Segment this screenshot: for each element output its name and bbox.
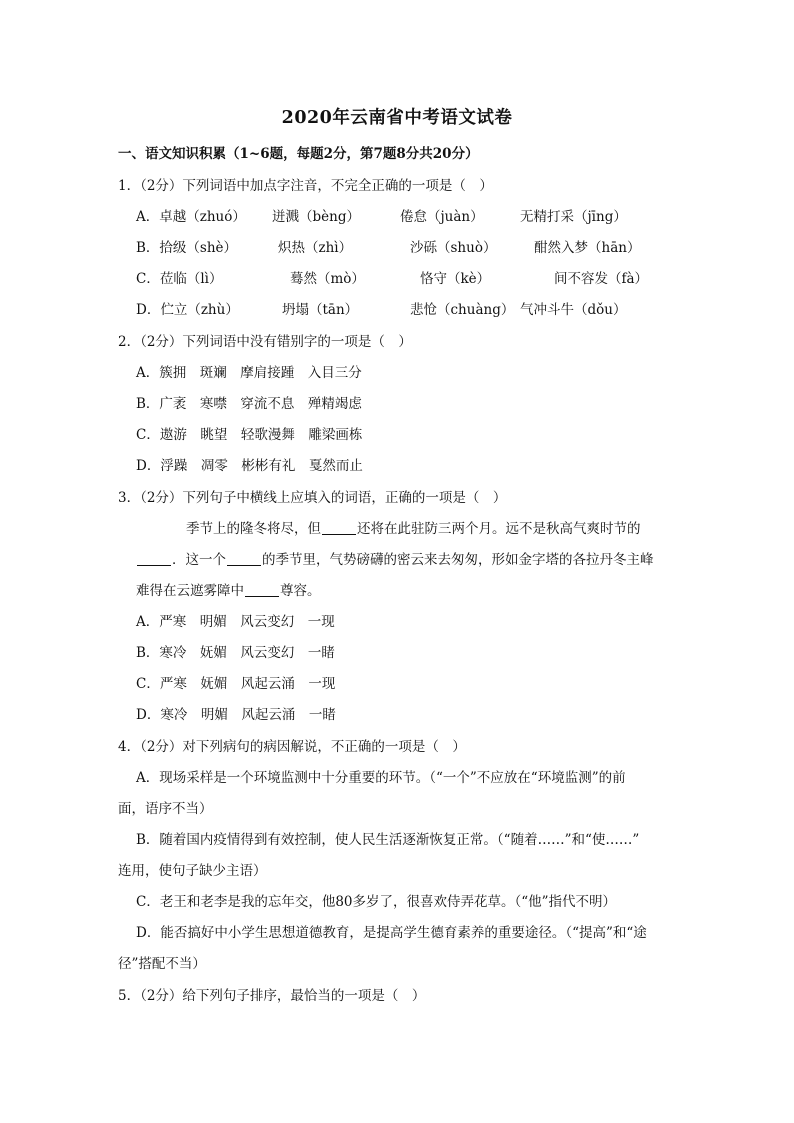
q1-option-b-1: B．拾级（shè） [136,240,238,256]
q3-passage-text: ．这一个 [172,552,226,568]
q1-option-b-3: 沙砾（shuò） [410,240,497,256]
q1-option-b-4: 酣然入梦（hān） [534,240,641,256]
q3-passage-line-1 [186,520,641,538]
question-3-stem: 3．（2分）下列句子中横线上应填入的词语，正确的一项是（ ） [118,490,507,506]
q2-option-d: D．浮躁 凋零 彬彬有礼 戛然而止 [136,458,363,474]
q3-passage-text: 尊容。 [280,583,321,599]
q3-option-d: D．寒冷 明媚 风起云涌 一睹 [136,707,336,723]
q3-passage-line-2 [136,551,654,569]
question-4-stem: 4．（2分）对下列病句的病因解说，不正确的一项是（ ） [118,739,466,755]
fill-blank [227,551,261,566]
q4-option-b: B．随着国内疫情得到有效控制，使人民生活逐渐恢复正常。（“随着……”和“使……” [136,832,640,848]
fill-blank [322,520,356,535]
q3-passage-text: 季节上的隆冬将尽，但 [186,521,321,537]
q1-option-c-4: 间不容发（fà） [554,271,649,287]
q2-option-a: A．簇拥 斑斓 摩肩接踵 入目三分 [136,365,362,381]
q1-option-d-1: D．伫立（zhù） [136,302,239,318]
q1-option-a-2: 迸溅（bèng） [272,209,360,225]
q1-option-b-2: 炽热（zhì） [278,240,353,256]
q2-option-c: C．遨游 眺望 轻歌漫舞 雕梁画栋 [136,427,363,443]
q4-option-c: C．老王和老李是我的忘年交，他80多岁了，很喜欢侍弄花草。（“他”指代不明） [136,894,617,910]
q1-option-a-1: A．卓越（zhuó） [136,209,246,225]
q4-option-a-cont: 面，语序不当） [118,801,213,817]
q1-option-c-2: 蓦然（mò） [290,271,365,287]
question-5-stem: 5．（2分）给下列句子排序，最恰当的一项是（ ） [118,988,426,1004]
q1-option-a-4: 无精打采（jīng） [520,209,627,225]
q4-option-a: A．现场采样是一个环境监测中十分重要的环节。（“一个”不应放在“环境监测”的前 [136,770,626,786]
fill-blank [245,582,279,597]
q1-option-c-3: 恪守（kè） [420,271,491,287]
q3-passage-text: 难得在云遮雾障中 [136,583,244,599]
q3-option-a: A．严寒 明媚 风云变幻 一现 [136,614,335,630]
question-1-stem: 1．（2分）下列词语中加点字注音，不完全正确的一项是（ ） [118,178,493,194]
fill-blank [137,551,171,566]
q1-option-a-3: 倦怠（juàn） [400,209,484,225]
q4-option-d-cont: 径”搭配不当） [118,956,206,972]
q1-option-c-1: C．莅临（lì） [136,271,223,287]
q1-option-d-3: 悲怆（chuàng） [410,302,515,318]
q1-option-d-4: 气冲斗牛（dǒu） [520,302,627,318]
q1-option-d-2: 坍塌（tān） [282,302,359,318]
q3-passage-text: 的季节里，气势磅礴的密云来去匆匆，形如金字塔的各拉丹冬主峰 [262,552,654,568]
q4-option-b-cont: 连用，使句子缺少主语） [118,863,267,879]
q3-option-b: B．寒冷 妩媚 风云变幻 一睹 [136,645,335,661]
page-title: 2020年云南省中考语文试卷 [281,108,513,128]
question-2-stem: 2．（2分）下列词语中没有错别字的一项是（ ） [118,334,412,350]
section-heading: 一、语文知识积累（1~6题，每题2分，第7题8分共20分） [118,146,479,162]
q3-passage-line-3 [136,582,321,600]
q3-option-c: C．严寒 妩媚 风起云涌 一现 [136,676,336,692]
q4-option-d: D．能否搞好中小学生思想道德教育，是提高学生德育素养的重要途径。（“提高”和“途 [136,925,647,941]
q3-passage-text: 还将在此驻防三两个月。远不是秋高气爽时节的 [357,521,641,537]
q2-option-b: B．广袤 寒噤 穿流不息 殚精竭虑 [136,396,362,412]
